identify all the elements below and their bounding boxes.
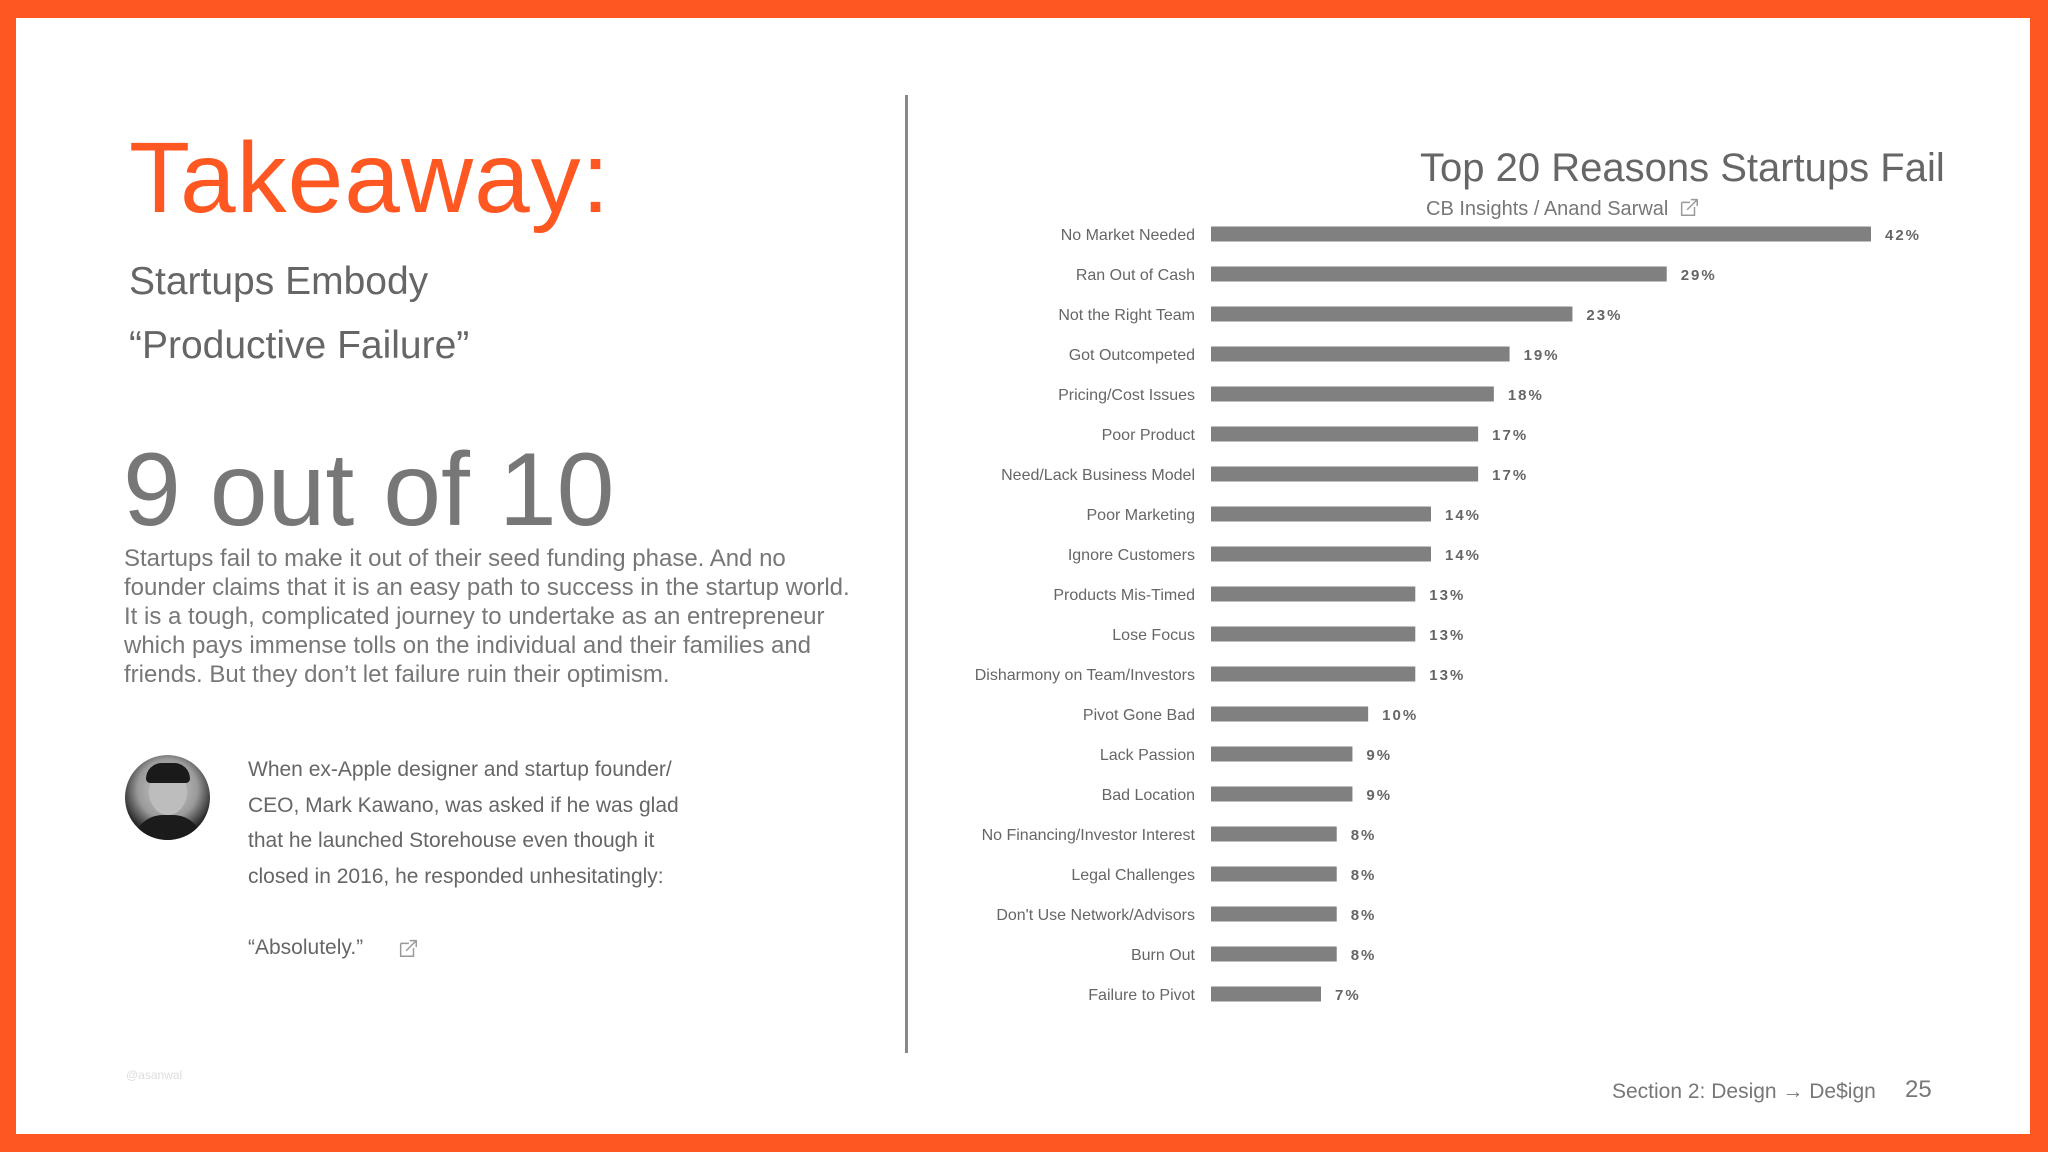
- slide-title: Takeaway:: [129, 122, 611, 234]
- bar: [1211, 467, 1478, 482]
- bar: [1211, 507, 1431, 522]
- chart-subtitle-text: CB Insights / Anand Sarwal: [1426, 198, 1669, 220]
- value-label: 17%: [1492, 467, 1529, 484]
- category-label: Lack Passion: [1099, 747, 1195, 764]
- category-label: No Market Needed: [1060, 227, 1195, 244]
- value-label: 13%: [1429, 667, 1466, 684]
- category-label: Failure to Pivot: [1088, 987, 1195, 1004]
- bar: [1211, 907, 1337, 922]
- bar: [1211, 867, 1337, 882]
- category-label: No Financing/Investor Interest: [981, 827, 1195, 844]
- category-label: Burn Out: [1130, 947, 1195, 964]
- watermark: @asanwal: [126, 1068, 183, 1082]
- quote-answer-text: “Absolutely.”: [248, 936, 364, 959]
- bar: [1211, 427, 1478, 442]
- value-label: 9%: [1366, 787, 1393, 804]
- category-label: Poor Marketing: [1086, 507, 1195, 524]
- value-label: 8%: [1350, 867, 1377, 884]
- subtitle-line-2: “Productive Failure”: [129, 324, 470, 368]
- footer-section: Section 2: Design → De$ign: [1612, 1080, 1876, 1103]
- bar: [1211, 707, 1368, 722]
- bar: [1211, 547, 1431, 562]
- bar: [1211, 387, 1494, 402]
- category-label: Poor Product: [1101, 427, 1195, 444]
- bar: [1211, 267, 1667, 282]
- value-label: 9%: [1366, 747, 1393, 764]
- value-label: 8%: [1350, 907, 1377, 924]
- bar: [1211, 747, 1352, 762]
- slide: [16, 18, 2030, 1134]
- bar: [1211, 947, 1337, 962]
- value-label: 18%: [1507, 387, 1544, 404]
- bar: [1211, 787, 1352, 802]
- bar: [1211, 347, 1510, 362]
- value-label: 10%: [1382, 707, 1419, 724]
- category-label: Ignore Customers: [1067, 547, 1195, 564]
- subtitle-line-1: Startups Embody: [129, 260, 429, 303]
- bar-chart: [16, 18, 2030, 1134]
- category-label: Lose Focus: [1112, 627, 1195, 644]
- bar: [1211, 667, 1415, 682]
- value-label: 19%: [1523, 347, 1560, 364]
- category-label: Not the Right Team: [1058, 307, 1195, 324]
- value-label: 13%: [1429, 587, 1466, 604]
- category-label: Got Outcompeted: [1068, 347, 1195, 364]
- category-label: Need/Lack Business Model: [1001, 467, 1195, 484]
- bar: [1211, 987, 1321, 1002]
- bar: [1211, 827, 1337, 842]
- bar: [1211, 307, 1572, 322]
- value-label: 42%: [1885, 227, 1922, 244]
- value-label: 23%: [1586, 307, 1623, 324]
- quote-text: When ex-Apple designer and startup founder/ CEO, Mark Kawano, was asked if he was glad that he launched Storehouse even though it closed in 2016, he responded unhesitatingly:: [248, 758, 679, 888]
- value-label: 14%: [1445, 547, 1482, 564]
- category-label: Pricing/Cost Issues: [1058, 387, 1195, 404]
- chart-title: Top 20 Reasons Startups Fail: [1420, 146, 1945, 190]
- category-label: Don't Use Network/Advisors: [996, 907, 1195, 924]
- value-label: 7%: [1335, 987, 1361, 1004]
- category-label: Bad Location: [1101, 787, 1195, 804]
- category-label: Disharmony on Team/Investors: [974, 667, 1195, 684]
- category-label: Pivot Gone Bad: [1082, 707, 1195, 724]
- bar: [1211, 627, 1415, 642]
- category-label: Legal Challenges: [1071, 867, 1195, 884]
- bar: [1211, 227, 1871, 242]
- value-label: 8%: [1350, 827, 1377, 844]
- value-label: 17%: [1492, 427, 1529, 444]
- category-label: Ran Out of Cash: [1075, 267, 1195, 284]
- value-label: 8%: [1350, 947, 1377, 964]
- value-label: 29%: [1680, 267, 1717, 284]
- page-number: 25: [1905, 1076, 1932, 1103]
- big-stat: 9 out of 10: [123, 432, 615, 548]
- value-label: 14%: [1445, 507, 1482, 524]
- category-label: Products Mis-Timed: [1053, 587, 1195, 604]
- body-paragraph: Startups fail to make it out of their seed funding phase. And no founder claims that it is an easy path to success in the startup world. It is a tough, complicated journey to undertake as an entrepreneur which pays immense tolls on the individual and their families and friends. But they don’t let failure ruin their optimism.: [124, 545, 850, 688]
- bar: [1211, 587, 1415, 602]
- value-label: 13%: [1429, 627, 1466, 644]
